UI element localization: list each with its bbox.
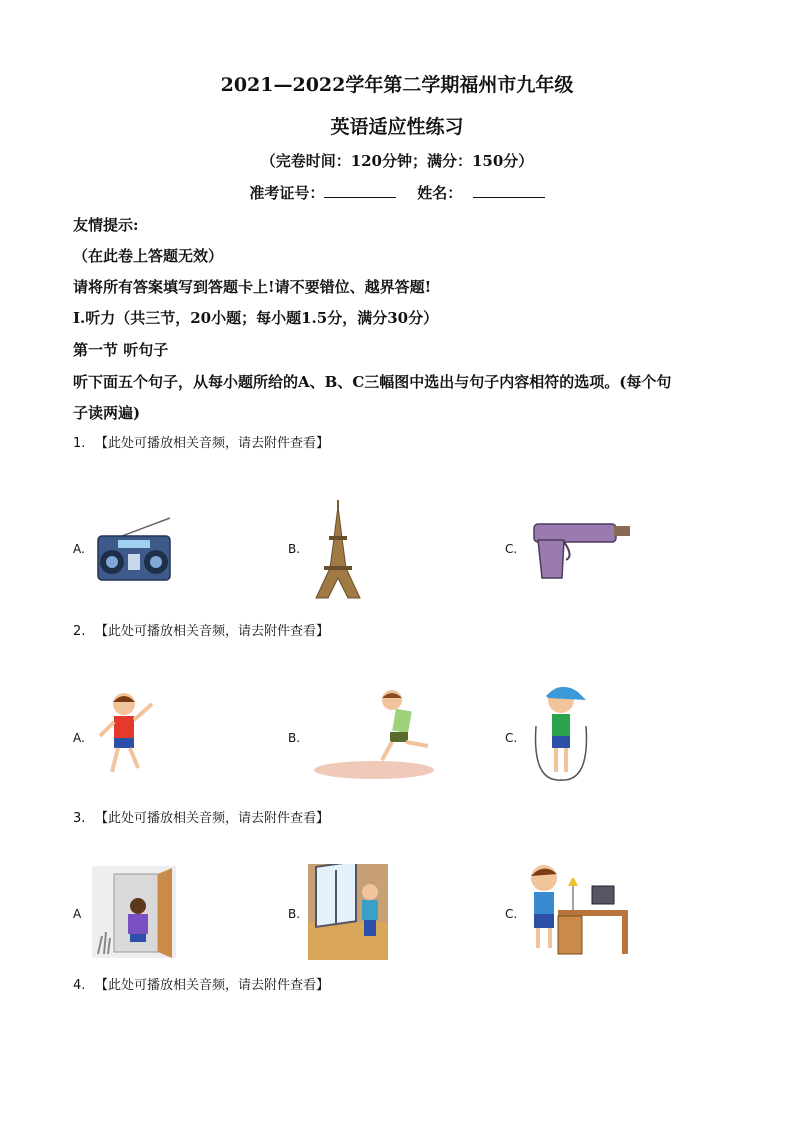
question-3 xyxy=(73,807,329,826)
tip-label: 友情提示: xyxy=(73,216,139,234)
jumping-boy-icon xyxy=(312,688,436,780)
section-heading: I.听力（共三节，20小题；每小题1.5分，满分30分） xyxy=(73,309,439,327)
candidate-id-label: 准考证号： xyxy=(249,184,325,202)
option-label[interactable]: A. xyxy=(73,542,85,556)
question-text: 【此处可播放相关音频，请去附件查看】 xyxy=(95,624,330,639)
option-label[interactable]: B. xyxy=(288,731,301,745)
option-label[interactable]: A. xyxy=(73,731,85,745)
tip-instruction: 请将所有答案填写到答题卡上!请不要错位、越界答题! xyxy=(73,278,432,296)
boy-opening-window-icon xyxy=(308,864,388,960)
dancing-boy-icon xyxy=(96,690,160,780)
question-number: 3. xyxy=(73,811,86,826)
question-number: 1. xyxy=(73,436,86,451)
question-number: 2. xyxy=(73,624,86,639)
candidate-id-blank xyxy=(324,183,396,198)
radio-icon xyxy=(92,514,174,584)
directions-line1: 听下面五个句子，从每小题所给的A、B、C三幅图中选出与句子内容相符的选项。(每个句 xyxy=(73,373,672,391)
option-label[interactable]: C. xyxy=(505,907,518,921)
eiffel-tower-icon xyxy=(310,498,366,600)
jump-rope-boy-icon xyxy=(526,682,596,784)
option-label[interactable]: C. xyxy=(505,731,518,745)
part-title: 第一节 听句子 xyxy=(73,341,169,359)
question-number: 4. xyxy=(73,978,86,993)
boy-opening-door-icon xyxy=(92,866,176,958)
option-label[interactable]: C. xyxy=(505,542,518,556)
question-2 xyxy=(73,620,329,639)
exam-info: （完卷时间：120分钟；满分：150分） xyxy=(260,152,534,170)
exam-subtitle: 英语适应性练习 xyxy=(330,116,464,138)
option-label[interactable]: B. xyxy=(288,907,301,921)
candidate-info xyxy=(0,182,794,203)
boy-at-desk-icon xyxy=(522,862,630,958)
name-label: 姓名： xyxy=(417,184,463,202)
question-1 xyxy=(73,432,329,451)
option-label[interactable]: B. xyxy=(288,542,301,556)
question-4 xyxy=(73,974,329,993)
question-text: 【此处可播放相关音频，请去附件查看】 xyxy=(95,436,330,451)
exam-title: 2021—2022学年第二学期福州市九年级 xyxy=(220,74,574,96)
question-text: 【此处可播放相关音频，请去附件查看】 xyxy=(95,978,330,993)
directions-line2: 子读两遍) xyxy=(73,404,141,422)
option-label[interactable]: A xyxy=(73,907,82,921)
question-text: 【此处可播放相关音频，请去附件查看】 xyxy=(95,811,330,826)
tip-invalid: （在此卷上答题无效） xyxy=(73,247,224,265)
name-blank xyxy=(473,183,545,198)
toy-gun-icon xyxy=(528,516,632,582)
